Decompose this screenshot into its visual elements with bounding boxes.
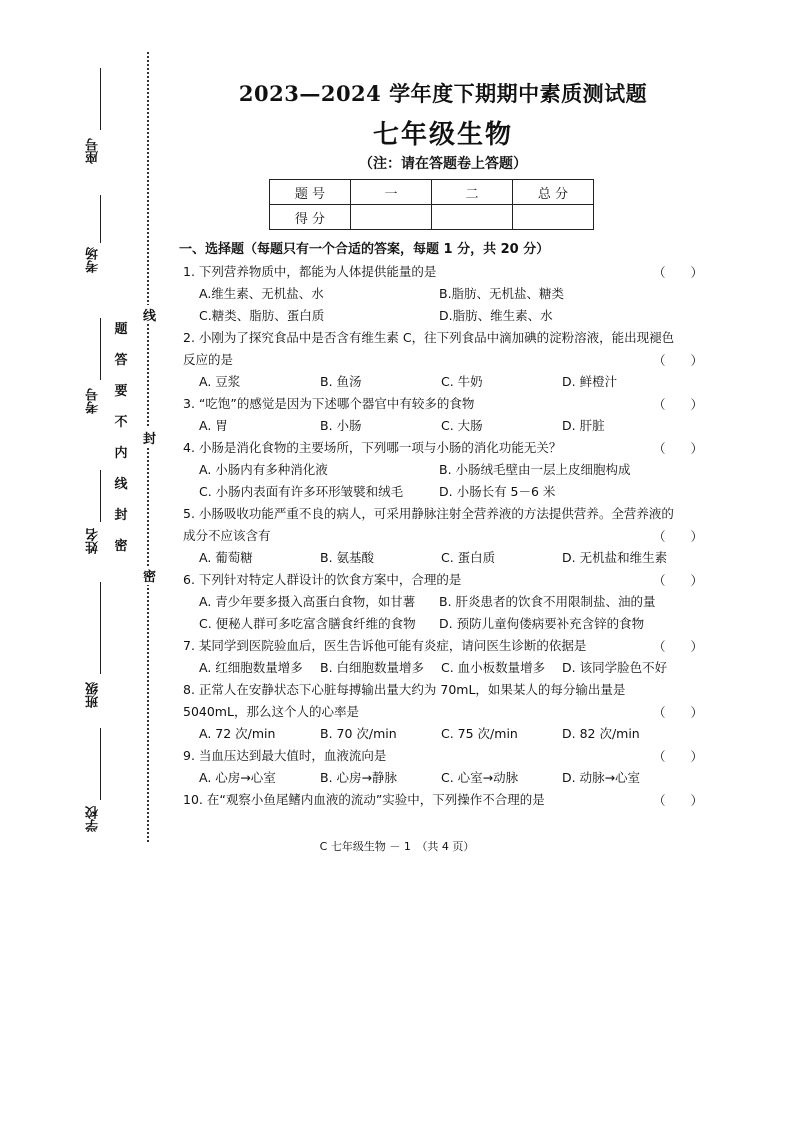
answer-option[interactable]: A. 青少年要多摄入高蛋白食物，如甘薯 bbox=[199, 594, 416, 609]
no-answer-warning bbox=[113, 318, 129, 558]
answer-bracket[interactable]: （ ） bbox=[652, 573, 703, 588]
question-item bbox=[183, 261, 703, 327]
answer-option[interactable]: B.脂肪、无机盐、糖类 bbox=[439, 286, 565, 301]
exam-content bbox=[179, 78, 703, 811]
answer-option[interactable]: A. 心房→心室 bbox=[199, 770, 276, 785]
question-stem: 4. 小肠是消化食物的主要场所，下列哪一项与小肠的消化功能无关？ bbox=[183, 440, 562, 455]
answer-option[interactable]: A. 72 次/min bbox=[199, 726, 276, 741]
exam-subject: 七年级生物 bbox=[372, 120, 513, 150]
answer-option[interactable]: D. 小肠长有 5－6 米 bbox=[439, 484, 556, 499]
question-stem: 8. 正常人在安静状态下心脏每搏输出量大约为 70mL，如果某人的每分输出量是 5040mL，那么这个人的心率是 bbox=[183, 682, 626, 719]
score-cell-1[interactable] bbox=[351, 205, 432, 230]
field-blank-line bbox=[100, 582, 101, 674]
question-item bbox=[183, 569, 703, 635]
warning-char: 题 bbox=[114, 322, 128, 337]
question-item bbox=[183, 635, 703, 679]
field-label: 考场 bbox=[86, 247, 101, 273]
field-blank-line bbox=[100, 318, 101, 380]
warning-char: 不 bbox=[114, 415, 128, 430]
question-stem: 6. 下列针对特定人群设计的饮食方案中，合理的是 bbox=[183, 572, 462, 587]
question-stem: 3. “吃饱”的感觉是因为下述哪个器官中有较多的食物 bbox=[183, 396, 475, 411]
field-blank-line bbox=[100, 195, 101, 243]
seal-char-feng: 封 bbox=[143, 428, 156, 447]
answer-option[interactable]: B. 小肠绒毛壁由一层上皮细胞构成 bbox=[439, 462, 631, 477]
score-table-header-row bbox=[270, 180, 594, 205]
score-col-1: 一 bbox=[351, 180, 432, 205]
answer-bracket[interactable]: （ ） bbox=[652, 749, 703, 764]
answer-option[interactable]: D. 预防儿童佝偻病要补充含锌的食物 bbox=[439, 616, 645, 631]
answer-option[interactable]: B. 肝炎患者的饮食不用限制盐、油的量 bbox=[439, 594, 656, 609]
question-stem: 9. 当血压达到最大值时，血液流向是 bbox=[183, 748, 387, 763]
score-col-total: 总 分 bbox=[513, 180, 594, 205]
section-heading-choice: 一、选择题（每题只有一个合适的答案，每题 1 分，共 20 分） bbox=[179, 242, 550, 257]
field-class bbox=[84, 582, 124, 712]
answer-option[interactable]: C. 75 次/min bbox=[441, 726, 518, 741]
answer-option[interactable]: B. 鱼汤 bbox=[320, 374, 362, 389]
field-label: 座号 bbox=[86, 138, 101, 164]
answer-option[interactable]: C. 心室→动脉 bbox=[441, 770, 519, 785]
option-list bbox=[183, 459, 703, 503]
question-stem: 2. 小刚为了探究食品中是否含有维生素 C，往下列食品中滴加碘的淀粉溶液，能出现褪色反应的是 bbox=[183, 330, 675, 367]
option-list bbox=[183, 415, 703, 437]
answer-option[interactable]: C. 便秘人群可多吃富含膳食纤维的食物 bbox=[199, 616, 416, 631]
question-item bbox=[183, 503, 703, 569]
answer-option[interactable]: B. 氨基酸 bbox=[320, 550, 375, 565]
answer-option[interactable]: D. 肝脏 bbox=[562, 418, 605, 433]
field-label: 学校 bbox=[86, 806, 101, 832]
answer-bracket[interactable]: （ ） bbox=[652, 353, 703, 368]
answer-option[interactable]: A. 红细胞数量增多 bbox=[199, 660, 303, 675]
field-label: 姓名 bbox=[86, 528, 101, 554]
answer-option[interactable]: A. 胃 bbox=[199, 418, 228, 433]
answer-option[interactable]: A. 葡萄糖 bbox=[199, 550, 253, 565]
score-cell-2[interactable] bbox=[432, 205, 513, 230]
option-list bbox=[183, 283, 703, 327]
warning-char: 答 bbox=[114, 353, 128, 368]
question-stem: 10. 在“观察小鱼尾鳍内血液的流动”实验中，下列操作不合理的是 bbox=[183, 792, 545, 807]
answer-option[interactable]: C. 血小板数量增多 bbox=[441, 660, 546, 675]
score-row-label: 得 分 bbox=[270, 205, 351, 230]
field-blank-line bbox=[100, 470, 101, 522]
question-item bbox=[183, 745, 703, 789]
answer-bracket[interactable]: （ ） bbox=[652, 705, 703, 720]
question-stem: 7. 某同学到医院验血后，医生告诉他可能有炎症，请问医生诊断的依据是 bbox=[183, 638, 587, 653]
answer-option[interactable]: A. 小肠内有多种消化液 bbox=[199, 462, 328, 477]
answer-option[interactable]: C. 大肠 bbox=[441, 418, 483, 433]
question-item bbox=[183, 789, 703, 811]
score-table bbox=[269, 179, 594, 230]
option-list bbox=[183, 591, 703, 635]
answer-option[interactable]: A. 豆浆 bbox=[199, 374, 241, 389]
warning-char: 线 bbox=[114, 477, 128, 492]
answer-option[interactable]: C. 蛋白质 bbox=[441, 550, 496, 565]
question-stem: 5. 小肠吸收功能严重不良的病人，可采用静脉注射全营养液的方法提供营养。全营养液的成分不应该含有 bbox=[183, 506, 674, 543]
answer-bracket[interactable]: （ ） bbox=[652, 397, 703, 412]
seal-char-mi: 密 bbox=[143, 566, 156, 585]
option-list bbox=[183, 547, 703, 569]
answer-option[interactable]: D. 82 次/min bbox=[562, 726, 640, 741]
field-exam-room bbox=[84, 195, 124, 285]
question-item bbox=[183, 393, 703, 437]
field-blank-line bbox=[100, 68, 101, 130]
seal-dotted-line bbox=[147, 52, 149, 842]
answer-option[interactable]: D.脂肪、维生素、水 bbox=[439, 308, 553, 323]
answer-option[interactable]: C.糖类、脂肪、蛋白质 bbox=[199, 308, 325, 323]
question-item bbox=[183, 437, 703, 503]
field-label: 班级 bbox=[86, 682, 101, 708]
option-list bbox=[183, 767, 703, 789]
warning-char: 内 bbox=[114, 446, 128, 461]
page-footer: C 七年级生物 － 1 （共 4 页） bbox=[319, 840, 475, 853]
binding-margin bbox=[0, 0, 160, 860]
answer-option[interactable]: B. 小肠 bbox=[320, 418, 362, 433]
warning-char: 封 bbox=[114, 508, 128, 523]
seal-char-xian: 线 bbox=[143, 305, 156, 324]
score-table-score-row bbox=[270, 205, 594, 230]
field-school bbox=[84, 728, 124, 838]
answer-option[interactable]: C. 小肠内表面有许多环形皱襞和绒毛 bbox=[199, 484, 404, 499]
field-seat-number bbox=[84, 68, 124, 178]
answer-bracket[interactable]: （ ） bbox=[652, 441, 703, 456]
answer-option[interactable]: D. 鲜橙汁 bbox=[562, 374, 618, 389]
answer-option[interactable]: D. 该同学脸色不好 bbox=[562, 660, 668, 675]
answer-bracket[interactable]: （ ） bbox=[652, 529, 703, 544]
warning-char: 要 bbox=[114, 384, 128, 399]
answer-option[interactable]: A.维生素、无机盐、水 bbox=[199, 286, 324, 301]
exam-note: （注：请在答题卷上答题） bbox=[359, 156, 527, 172]
answer-option[interactable]: B. 70 次/min bbox=[320, 726, 397, 741]
answer-option[interactable]: C. 牛奶 bbox=[441, 374, 483, 389]
option-list bbox=[183, 371, 703, 393]
answer-option[interactable]: B. 心房→静脉 bbox=[320, 770, 397, 785]
score-header-label: 题 号 bbox=[270, 180, 351, 205]
answer-option[interactable]: D. 无机盐和维生素 bbox=[562, 550, 668, 565]
option-list bbox=[183, 723, 703, 745]
score-cell-total[interactable] bbox=[513, 205, 594, 230]
answer-bracket[interactable]: （ ） bbox=[652, 793, 703, 808]
question-item bbox=[183, 679, 703, 745]
answer-bracket[interactable]: （ ） bbox=[652, 639, 703, 654]
score-col-2: 二 bbox=[432, 180, 513, 205]
option-list bbox=[183, 657, 703, 679]
field-blank-line bbox=[100, 728, 101, 800]
question-stem: 1. 下列营养物质中，都能为人体提供能量的是 bbox=[183, 264, 437, 279]
answer-bracket[interactable]: （ ） bbox=[652, 265, 703, 280]
exam-title: 2023—2024 学年度下期期中素质测试题 bbox=[238, 81, 648, 106]
answer-option[interactable]: D. 动脉→心室 bbox=[562, 770, 641, 785]
answer-option[interactable]: B. 白细胞数量增多 bbox=[320, 660, 425, 675]
question-item bbox=[183, 327, 703, 393]
warning-char: 密 bbox=[114, 539, 128, 554]
question-list bbox=[183, 261, 703, 811]
field-label: 考号 bbox=[86, 388, 101, 414]
